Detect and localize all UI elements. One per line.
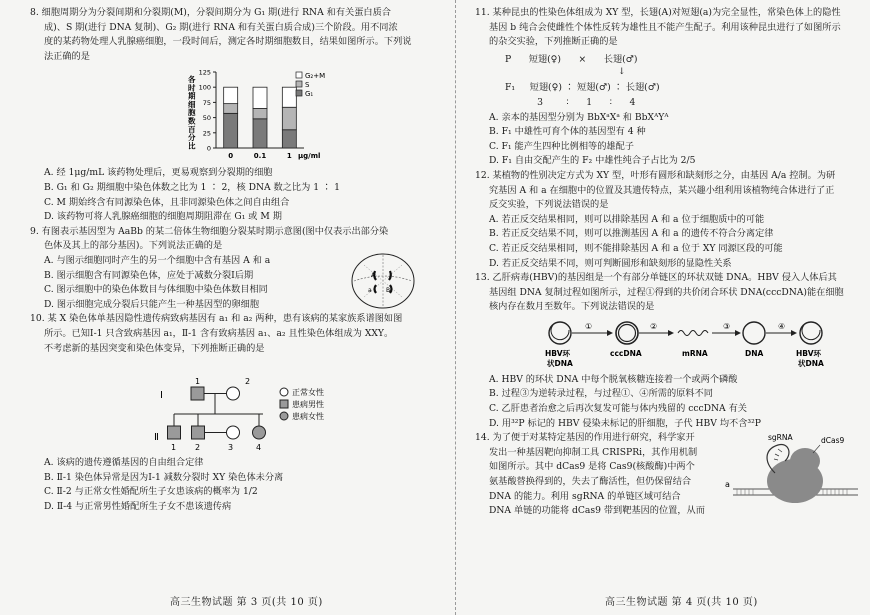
q9-option-d: D. 图示细胞完成分裂后只能产生一种基因型的卵细胞: [44, 298, 260, 310]
legend-affected-male: 患病男性: [292, 400, 324, 410]
y-axis-label-char: 各: [188, 75, 196, 85]
y-axis-label-char: 比: [188, 141, 196, 151]
dna-label: DNA: [745, 348, 764, 358]
q14-line: 14. 为了便于对某特定基因的作用进行研究，科学家开: [475, 432, 695, 444]
bar-segment: [282, 108, 296, 130]
pedigree-II-1-affected-male: [168, 426, 181, 439]
y-axis-label-char: 胞: [188, 108, 196, 118]
q11-option-c: C. F₁ 能产生四种比例相等的雄配子: [489, 140, 634, 152]
q8-option-b: B. G₁ 和 G₂ 期细胞中染色体数之比为 1 ∶ 2，核 DNA 数之比为 1 ∶ 1: [44, 181, 340, 193]
hbv-dna-label-2b: 状DNA: [798, 358, 824, 368]
down-arrow-icon: ↓: [618, 67, 626, 78]
question-8: [30, 6, 428, 225]
cell-cycle-bar-chart: [30, 64, 428, 166]
bar-segment: [224, 88, 238, 104]
y-axis-label-char: 分: [188, 133, 196, 143]
hbv-dna-label-2a: HBV环: [796, 348, 821, 358]
pedigree-II-2-affected-male: [192, 426, 205, 439]
q13-option-c: C. 乙肝患者治愈之后再次复发可能与体内残留的 cccDNA 有关: [489, 403, 747, 415]
step-1-label: ①: [585, 321, 593, 331]
question-13: [475, 271, 870, 431]
q10-line: 所示。已知Ⅰ-1 只含致病基因 a₁，Ⅱ-1 含有致病基因 a₁、a₂ 且性染色体组成为 XXY。: [44, 327, 394, 339]
q8-option-d: D. 该药物可将人乳腺癌细胞的细胞周期阻滞在 G₁ 或 M 期: [44, 211, 282, 223]
bar-segment: [253, 119, 267, 148]
bar-segment: [253, 88, 267, 109]
q13-option-b: B. 过程③为逆转录过程，与过程①、④所需的原料不同: [489, 388, 713, 400]
q14-line: 发出一种基因靶向抑制工具 CRISPRi，其作用机制: [489, 446, 698, 458]
y-axis-label-char: 百: [188, 125, 196, 135]
q11-cross-f1: F₁ 短翅(♀) ∶ 短翅(♂) ∶ 长翅(♂): [505, 82, 660, 94]
q13-option-d: D. 用³²P 标记的 HBV 侵染未标记的肝细胞，子代 HBV 均不含³²P: [489, 417, 761, 429]
mrna-icon: [678, 330, 708, 335]
q11-line: 11. 某种昆虫的性染色体组成为 XY 型，长翅(A)对短翅(a)为完全显性，常染色体上的隐性: [475, 7, 841, 18]
pedigree-I-2-female: [227, 387, 240, 400]
legend-affected-female-icon: [280, 412, 288, 420]
q8-line: 法正确的是: [44, 50, 90, 62]
q13-line: 核内存在数月至数年。下列说法错误的是: [489, 301, 655, 313]
q11-cross-arrows: [475, 67, 870, 81]
y-tick-label: 50: [202, 114, 211, 123]
q8-line: 成)、S 期(进行 DNA 复制)、G₂ 期(进行 RNA 和有关蛋白质合成)三个阶段。用不同浓: [44, 21, 398, 33]
legend-normal-female: 正常女性: [292, 388, 324, 398]
pedigree-num-I-2: 2: [245, 377, 251, 387]
q11-option-a: A. 亲本的基因型分别为 BbXᵃXᵃ 和 BbXᴬYᴬ: [489, 111, 669, 123]
y-tick-label: 100: [198, 84, 211, 93]
q9-option-b: B. 图示细胞含有同源染色体，应处于减数分裂Ⅰ后期: [44, 269, 254, 281]
legend-swatch: [296, 90, 302, 96]
y-tick-label: 25: [202, 129, 211, 138]
q14-line: 如图所示。其中 dCas9 是将 Cas9(核酸酶)中两个: [489, 461, 695, 473]
q13-option-a: A. HBV 的环状 DNA 中每个脱氧核糖连接着一个或两个磷酸: [489, 373, 738, 385]
q8-option-a: A. 经 1μg/mL 该药物处理后，更易观察到分裂期的细胞: [44, 167, 273, 179]
cccdna-icon: [616, 322, 638, 344]
y-axis-label-char: 时: [188, 83, 196, 93]
pedigree-num-II-2: 2: [195, 443, 201, 453]
legend-label: G₁: [305, 90, 314, 99]
bar-segment: [224, 104, 238, 114]
q8-line: 度的某药物处理人乳腺癌细胞，一段时间后，测定各时期细胞数目，结果如图所示。下列说: [44, 36, 412, 48]
svg-text:a: a: [368, 286, 372, 294]
cccdna-label: cccDNA: [610, 348, 642, 358]
dna-icon: [743, 322, 765, 344]
question-12: [475, 169, 870, 271]
gen-label-2: Ⅱ: [154, 432, 159, 444]
q11-option-b: B. F₁ 中雄性可育个体的基因型有 4 种: [489, 126, 646, 138]
q9-line: 9. 有图表示基因型为 AaBb 的某二倍体生物细胞分裂某时期示意图(图中仅表示出部分染: [30, 225, 389, 237]
q8-option-c: C. M 期始终含有同源染色体，且非同源染色体之间自由组合: [44, 196, 290, 208]
q12-option-d: D. 若正反交结果不同，则可判断圆形和缺刻形的显隐性关系: [489, 257, 732, 269]
gen-label-1: Ⅰ: [160, 390, 163, 402]
y-tick-label: 0: [206, 144, 211, 153]
step-3-label: ③: [723, 321, 731, 331]
legend-swatch: [296, 81, 302, 87]
legend-affected-male-icon: [280, 400, 288, 408]
pedigree-num-I-1: 1: [195, 377, 201, 387]
q8-figure: [30, 64, 428, 166]
pedigree-num-II-3: 3: [228, 443, 234, 453]
left-page: [30, 6, 428, 514]
q14-line: DNA 单链的功能将 dCas9 带到靶基因的位置，从而: [489, 505, 705, 517]
y-axis-label-char: 细: [188, 100, 196, 110]
x-axis-label: μg/ml: [298, 152, 321, 161]
right-page-footer: 高三生物试题 第 4 页(共 10 页): [605, 597, 758, 609]
sgrna-label: sgRNA: [768, 433, 793, 443]
q12-line: 究基因 A 和 a 在细胞中的位置及其遗传特点，某兴趣小组利用该植物纯合体进行了正: [489, 184, 835, 196]
legend-label: S: [305, 81, 310, 90]
y-tick-label: 75: [202, 99, 211, 108]
q11-cross-parents: P 短翅(♀) × 长翅(♂): [505, 53, 638, 65]
q14-line: 氨基酸替换得到的，失去了酶活性，但仍保留结合: [489, 476, 692, 488]
q11-option-d: D. F₁ 自由交配产生的 F₂ 中雄性纯合子占比为 2/5: [489, 155, 696, 167]
legend-label: G₂+M: [305, 72, 326, 81]
q8-line: 8. 细胞周期分为分裂间期和分裂期(M)，分裂间期分为 G₁ 期(进行 RNA 和有关蛋白质合: [30, 7, 391, 18]
pedigree-chart: [30, 356, 428, 456]
y-axis-label-char: 期: [188, 91, 196, 101]
bar-segment: [282, 130, 296, 148]
question-14: [475, 431, 870, 519]
q12-option-b: B. 若正反交结果不同，则可以推测基因 A 和 a 的遗传不符合分离定律: [489, 228, 774, 240]
legend-normal-female-icon: [280, 388, 288, 396]
legend-affected-female: 患病女性: [292, 412, 324, 422]
pedigree-I-1-affected-male: [191, 387, 204, 400]
q12-line: 反交实验，下列说法错误的是: [489, 199, 609, 211]
crispri-figure: [723, 431, 863, 511]
q10-line: 10. 某 X 染色体单基因隐性遗传病致病基因有 a₁ 和 a₂ 两种，患有该病的某家族系谱图如图: [30, 313, 403, 325]
q9-option-a: A. 与图示细胞同时产生的另一个细胞中含有基因 A 和 a: [44, 254, 271, 266]
bar-segment: [282, 88, 296, 108]
hbv-dna-label-1b: 状DNA: [547, 358, 573, 368]
pedigree-II-3-affected-female: [253, 426, 266, 439]
svg-text:A: A: [371, 271, 376, 279]
step-2-label: ②: [650, 321, 658, 331]
q12-option-a: A. 若正反交结果相同，则可以排除基因 A 和 a 位于细胞质中的可能: [489, 213, 765, 225]
q12-line: 12. 某植物的性别决定方式为 XY 型，叶形有圆形和缺刻形之分，由基因 A/a 控制。为研: [475, 169, 836, 181]
q10-pedigree: [30, 356, 428, 456]
pedigree-num-II-1: 1: [171, 443, 177, 453]
cell-division-figure: [348, 251, 418, 311]
q11-cross-ratio: 3 ∶ 1 ∶ 4: [505, 96, 636, 108]
question-10: [30, 312, 428, 514]
q11-line: 基因 b 纯合会使雌性个体性反转为雄性且不能产生配子。利用该种昆虫进行了如图所示: [489, 21, 841, 33]
q12-option-c: C. 若正反交结果相同，则不能排除基因 A 和 a 位于 XY 同源区段的可能: [489, 242, 783, 254]
x-tick-label: 0.1: [253, 152, 267, 161]
page-divider: [455, 0, 456, 615]
hbv-replication-diagram: [475, 315, 870, 373]
pedigree-num-II-4: 4: [256, 443, 262, 453]
y-axis-label-char: 数: [188, 116, 196, 126]
strand-a-label: a: [725, 480, 730, 490]
x-tick-label: 1: [286, 152, 292, 161]
question-11: [475, 6, 870, 169]
bar-segment: [253, 109, 267, 119]
q14-line: DNA 的能力。利用 sgRNA 的单链区域可结合: [489, 490, 681, 502]
q10-option-c: C. Ⅱ-2 与正常女性婚配所生子女患该病的概率为 1/2: [44, 486, 258, 498]
svg-text:B: B: [386, 286, 391, 294]
mrna-label: mRNA: [682, 348, 708, 358]
q10-option-d: D. Ⅱ-4 与正常男性婚配所生子女不患该遗传病: [44, 500, 232, 512]
left-page-footer: 高三生物试题 第 3 页(共 10 页): [170, 597, 323, 609]
q10-option-b: B. Ⅱ-1 染色体异常是因为Ⅰ-1 减数分裂时 XY 染色体未分离: [44, 471, 284, 483]
q13-line: 基因组 DNA 复制过程如图所示，过程①得到的共价闭合环状 DNA(cccDNA)能在细胞: [489, 286, 844, 298]
q13-line: 13. 乙肝病毒(HBV)的基因组是一个有部分单链区的环状双链 DNA。HBV 侵入人体后其: [475, 272, 837, 284]
q9-line: 色体及其上的部分基因)。下列说法正确的是: [44, 240, 223, 252]
q10-option-a: A. 该病的遗传遵循基因的自由组合定律: [44, 457, 204, 469]
bar-segment: [224, 114, 238, 149]
q11-line: 的杂交实验，下列推断正确的是: [489, 36, 618, 48]
x-tick-label: 0: [228, 152, 234, 161]
dcas9-label: dCas9: [821, 436, 845, 446]
q10-line: 不考虑新的基因突变和染色体变异，下列推断正确的是: [44, 342, 265, 354]
question-9: [30, 225, 428, 313]
hbv-dna-label-1a: HBV环: [545, 348, 570, 358]
pedigree-II-4-female: [227, 426, 240, 439]
step-4-label: ④: [778, 321, 786, 331]
q9-option-c: C. 图示细胞中的染色体数目与体细胞中染色体数目相同: [44, 284, 268, 296]
y-tick-label: 125: [198, 68, 211, 77]
legend-swatch: [296, 72, 302, 78]
right-page: [475, 6, 870, 519]
